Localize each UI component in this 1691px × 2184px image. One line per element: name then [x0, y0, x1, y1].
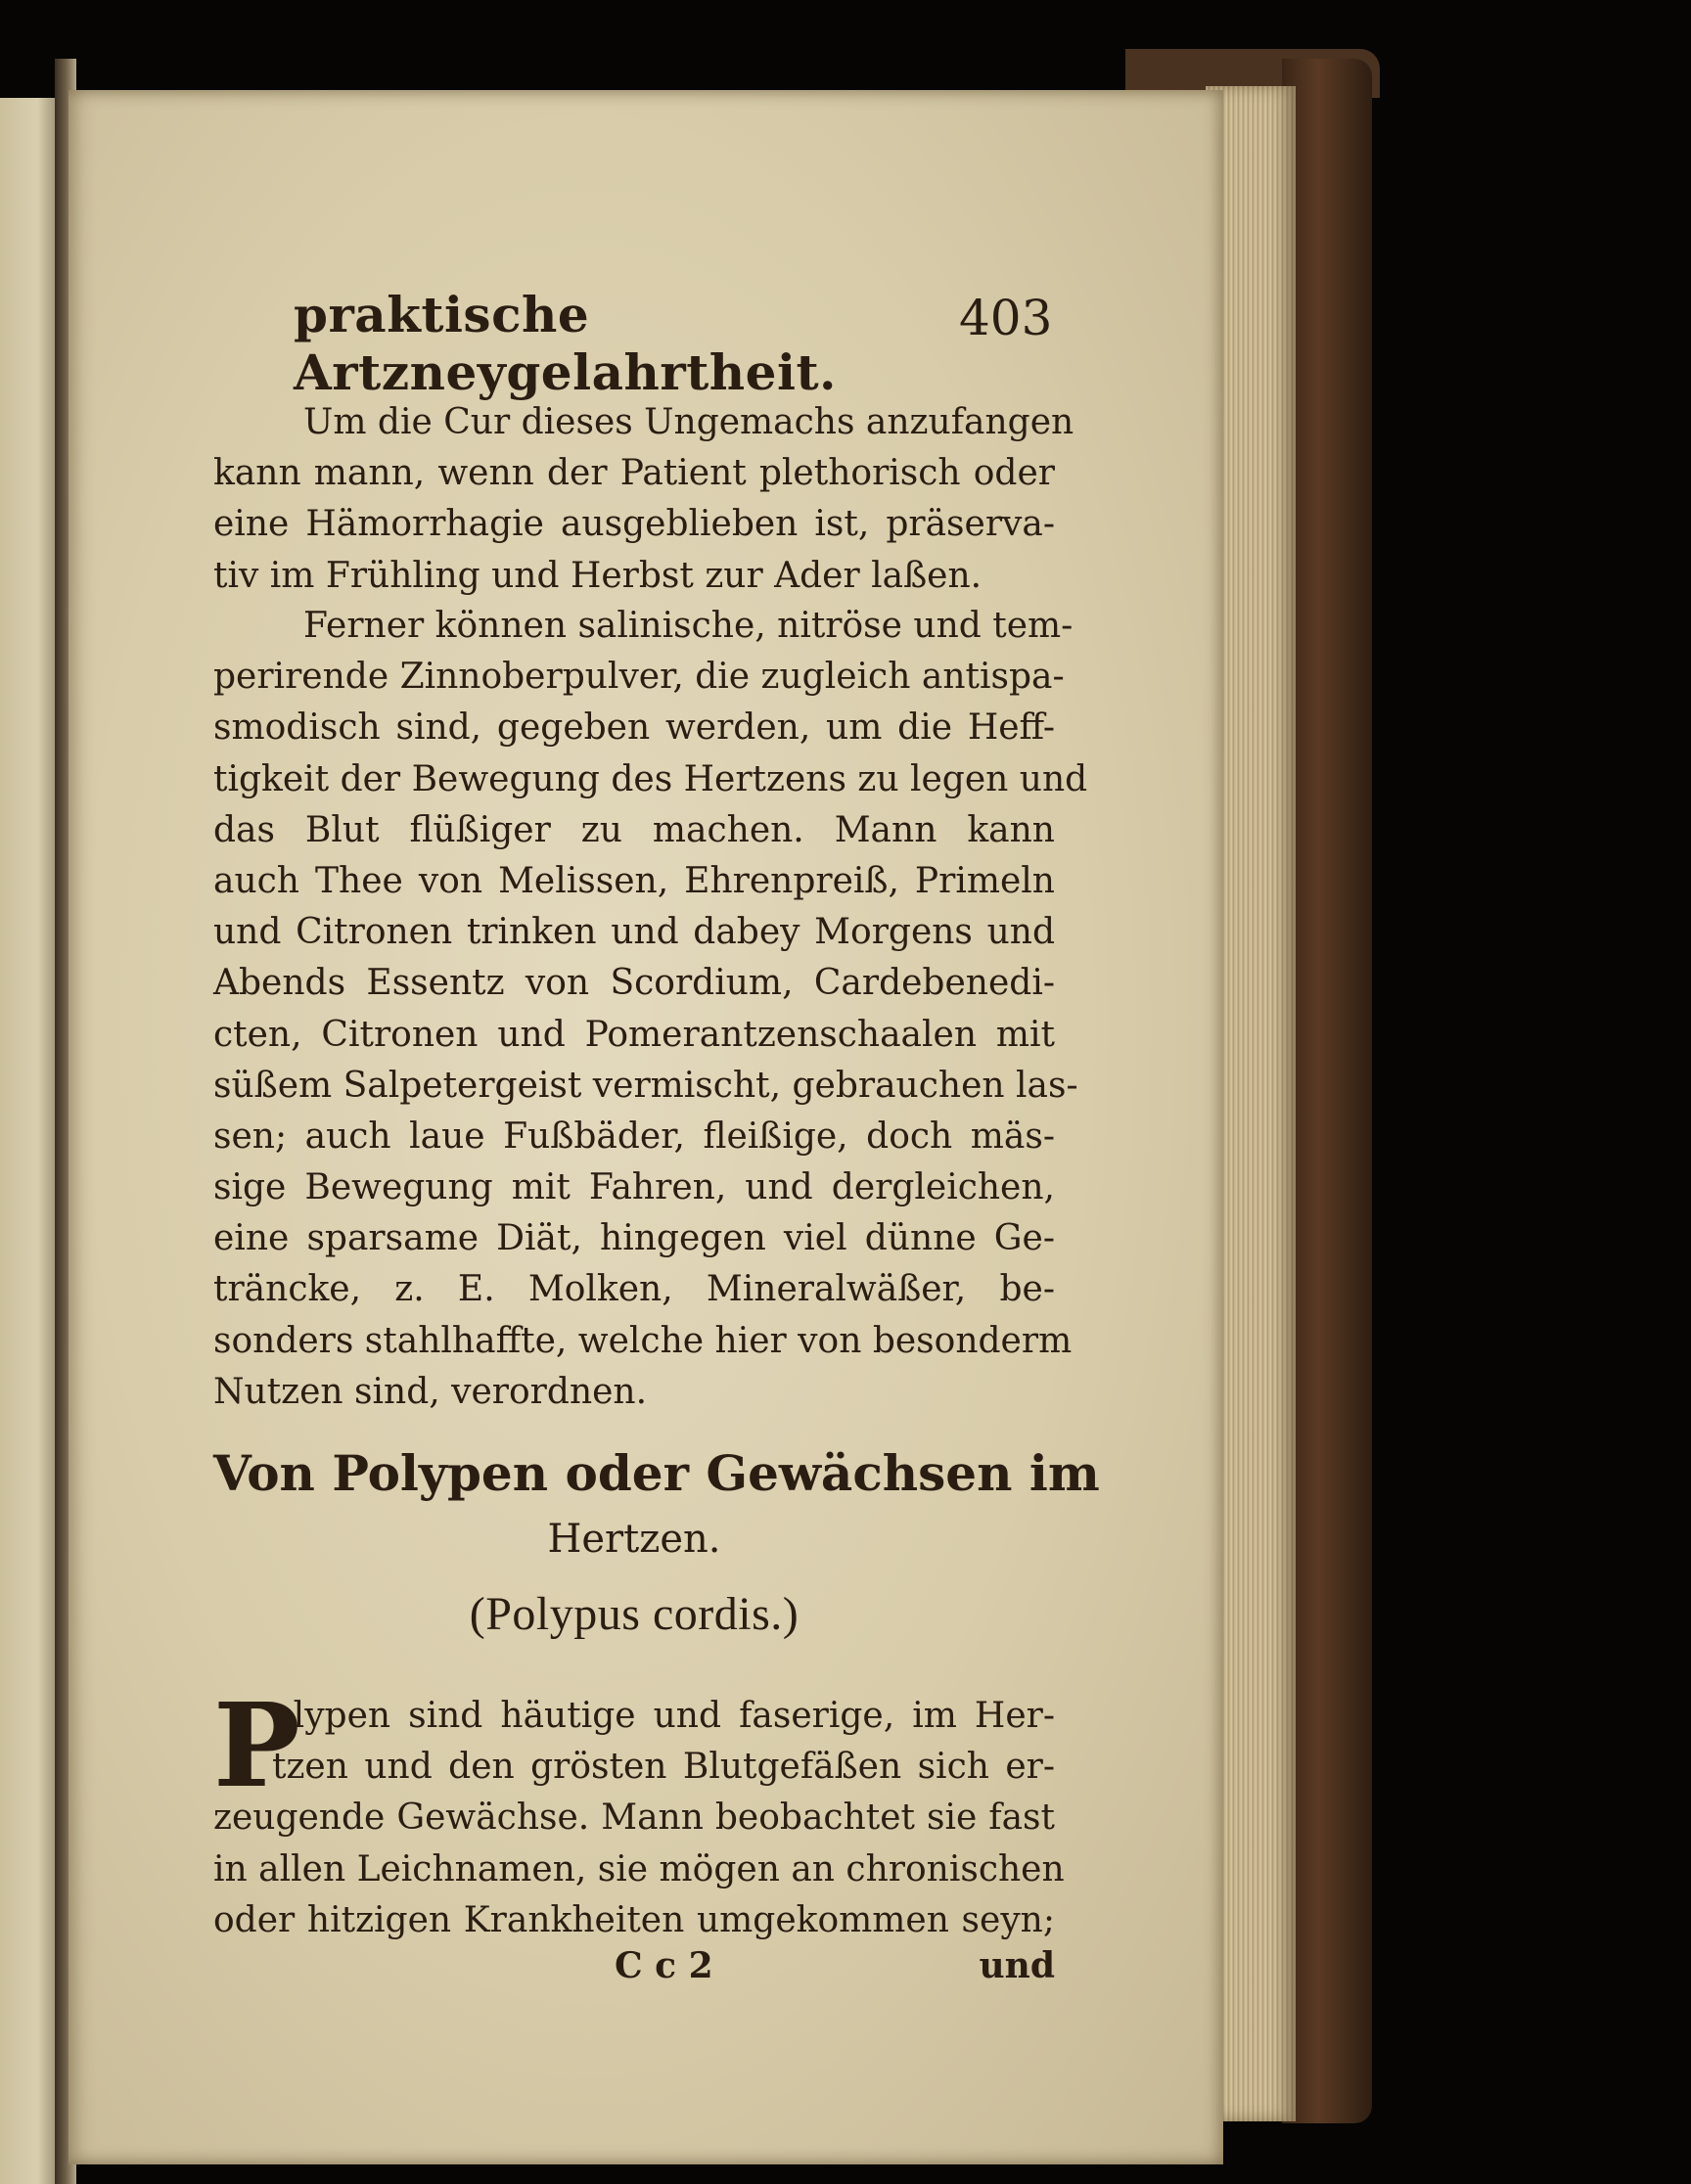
text-line: smodisch sind, gegeben werden, um die Heff-: [213, 707, 1055, 749]
text-line: sonders stahlhaffte, welche hier von besonderm: [213, 1320, 1073, 1361]
text-line: in allen Leichnamen, sie mögen an chronischen: [213, 1848, 1065, 1889]
page-footer: [213, 1945, 1055, 1996]
text-line: Abends Essentz von Scordium, Cardebenedi-: [213, 963, 1055, 1004]
text-line: süßem Salpetergeist vermischt, gebrauchen las-: [213, 1065, 1078, 1106]
text-line: auch Thee von Melissen, Ehrenpreiß, Primeln: [213, 860, 1055, 901]
text-line: eine Hämorrhagie ausgeblieben ist, präserva-: [213, 504, 1055, 545]
text-line: träncke, z. E. Molken, Mineralwäßer, be-: [213, 1269, 1055, 1310]
book-page: [69, 90, 1223, 2164]
text-line: olypen sind häutige und faserige, im Her-: [272, 1696, 1055, 1736]
drop-cap: P: [213, 1677, 300, 1813]
running-title: praktische Artzneygelahrtheit.: [294, 286, 837, 401]
text-line: tigkeit der Bewegung des Hertzens zu legen und: [213, 758, 1088, 799]
text-line: Um die Cur dieses Ungemachs anzufangen: [303, 402, 1074, 442]
text-line: Ferner können salinische, nitröse und tem-: [303, 606, 1074, 646]
section-heading: Von Polypen oder Gewächsen im: [213, 1444, 1100, 1502]
latin-title: (Polypus cordis.): [469, 1588, 800, 1640]
paragraph-cure: [213, 397, 1074, 602]
facing-page-edge: [0, 98, 63, 2184]
section-heading-continuation: Hertzen.: [547, 1517, 721, 1562]
text-line: kann mann, wenn der Patient plethorisch oder: [213, 453, 1055, 494]
text-line: zeugende Gewächse. Mann beobachtet sie fast: [213, 1797, 1055, 1839]
text-line: tiv im Frühling und Herbst zur Ader laßen.: [213, 555, 983, 596]
paragraph-remedies: [213, 601, 1088, 1418]
catchword: und: [979, 1945, 1055, 1986]
text-line: Nutzen sind, verordnen.: [213, 1371, 648, 1412]
text-line: oder hitzigen Krankheiten umgekommen seyn;: [213, 1899, 1055, 1940]
page-header: [213, 286, 1055, 401]
signature-mark: C c 2: [615, 1945, 713, 1986]
text-line: cten, Citronen und Pomerantzenschaalen mit: [213, 1014, 1055, 1055]
paragraph-polyps: [213, 1691, 1065, 1946]
text-line: sige Bewegung mit Fahren, und dergleichen,: [213, 1167, 1055, 1208]
text-line: eine sparsame Diät, hingegen viel dünne Ge-: [213, 1218, 1055, 1259]
text-line: tzen und den grösten Blutgefäßen sich er-: [272, 1747, 1055, 1788]
text-line: perirende Zinnoberpulver, die zugleich antispa-: [213, 657, 1065, 698]
text-line: sen; auch laue Fußbäder, fleißige, doch mäs-: [213, 1115, 1055, 1157]
text-line: und Citronen trinken und dabey Morgens und: [213, 912, 1055, 953]
text-line: das Blut flüßiger zu machen. Mann kann: [213, 809, 1055, 850]
page-number: 403: [959, 290, 1053, 346]
